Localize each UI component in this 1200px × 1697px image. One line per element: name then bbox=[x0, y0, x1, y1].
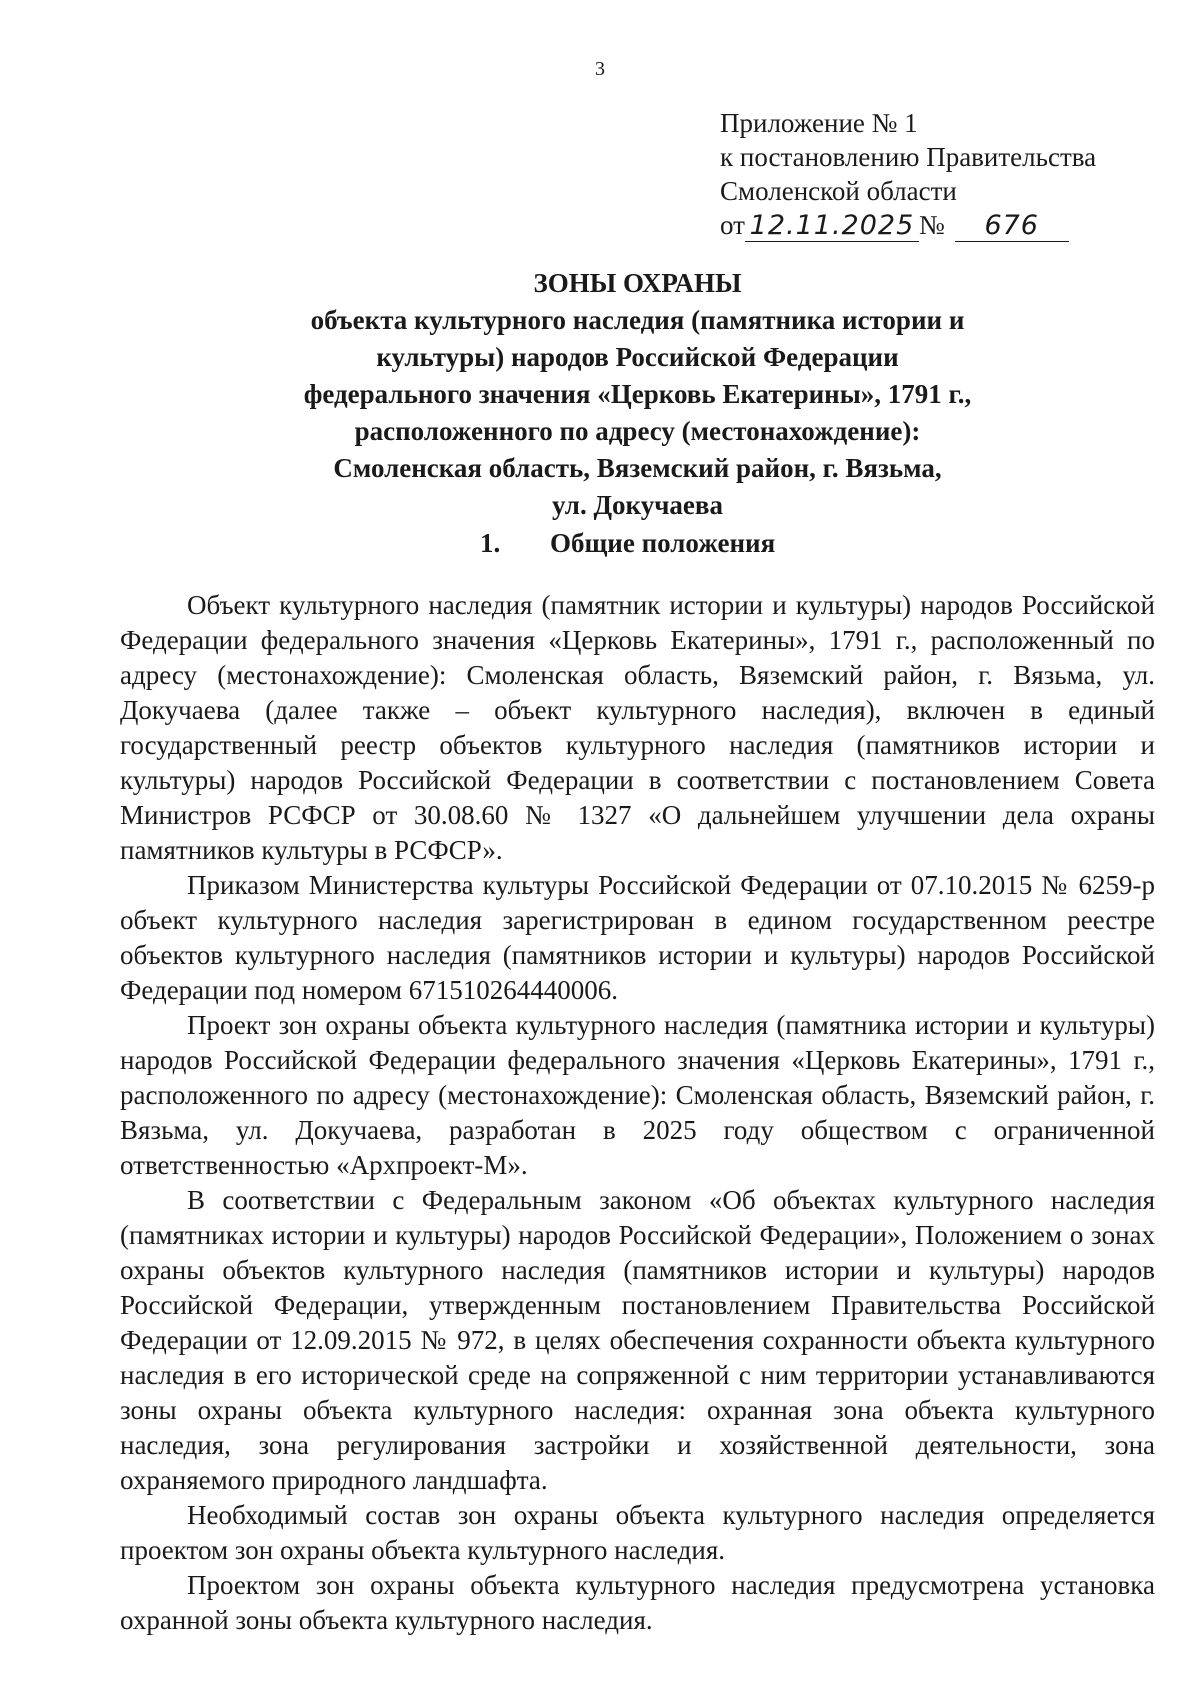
title-line-4: федерального значения «Церковь Екатерины», 1791 г., bbox=[303, 379, 972, 409]
appendix-line-2: к постановлению Правительства bbox=[720, 142, 1097, 172]
paragraph: В соответствии с Федеральным законом «Об объектах культурного наследия (памятниках истории и культуры) народов Российской Федерации», Положением о зонах охраны объектов культурного наследия (памятников истории и культуры) народов Российской Федерации, утвержденным постановлением Правительства Российской Федерации от 12.09.2015 № 972, в целях обеспечения сохранности объекта культурного наследия в его исторической среде на сопряженной с ним территории устанавливаются зоны охраны объекта культурного наследия: охранная зона объекта культурного наследия, зона регулирования застройки и хозяйственной деятельности, зона охраняемого природного ландшафта. bbox=[120, 1185, 1155, 1495]
appendix-line-1: Приложение № 1 bbox=[720, 108, 918, 138]
body-text bbox=[120, 588, 1155, 1638]
title-line-7: ул. Докучаева bbox=[551, 490, 724, 520]
title-line-6: Смоленская область, Вяземский район, г. Вязьма, bbox=[333, 453, 942, 483]
handwritten-date: 12.11.2025 bbox=[745, 211, 919, 242]
appendix-header bbox=[720, 106, 1096, 242]
handwritten-number: 676 bbox=[955, 211, 1069, 242]
paragraph: Приказом Министерства культуры Российской Федерации от 07.10.2015 № 6259-р объект культурного наследия зарегистрирован в едином государственном реестре объектов культурного наследия (памятников истории и культуры) народов Российской Федерации под номером 671510264440006. bbox=[120, 870, 1155, 1005]
number-label: № bbox=[918, 210, 945, 240]
paragraph: Необходимый состав зон охраны объекта культурного наследия определяется проектом зон охраны объекта культурного наследия. bbox=[120, 1500, 1155, 1565]
paragraph: Проект зон охраны объекта культурного наследия (памятника истории и культуры) народов Российской Федерации федерального значения «Церковь Екатерины», 1791 г., расположенного по адресу (местонахождение): Смоленская область, Вяземский район, г. Вязьма, ул. Докучаева, разработан в 2025 году обществом с ограниченной ответственностью «Архпроект-М». bbox=[120, 1010, 1155, 1180]
appendix-line-3: Смоленской области bbox=[720, 176, 957, 206]
document-title bbox=[120, 265, 1155, 524]
title-line-5: расположенного по адресу (местонахождение): bbox=[354, 416, 921, 446]
paragraph: Объект культурного наследия (памятник истории и культуры) народов Российской Федерации федерального значения «Церковь Екатерины», 1791 г., расположенный по адресу (местонахождение): Смоленская область, Вяземский район, г. Вязьма, ул. Докучаева (далее также – объект культурного наследия), включен в единый государственный реестр объектов культурного наследия (памятников истории и культуры) народов Российской Федерации в соответствии с постановлением Совета Министров РСФСР от 30.08.60 № 1327 «О дальнейшем улучшении дела охраны памятников культуры в РСФСР». bbox=[120, 590, 1155, 865]
title-line-3: культуры) народов Российской Федерации bbox=[376, 342, 899, 372]
section-title: Общие положения bbox=[550, 528, 776, 558]
title-line-1: ЗОНЫ ОХРАНЫ bbox=[533, 268, 742, 298]
title-line-2: объекта культурного наследия (памятника истории и bbox=[310, 305, 965, 335]
paragraph: Проектом зон охраны объекта культурного наследия предусмотрена установка охранной зоны объекта культурного наследия. bbox=[120, 1570, 1155, 1635]
page-number: 3 bbox=[595, 58, 605, 80]
section-heading bbox=[480, 528, 775, 559]
section-number: 1. bbox=[480, 528, 501, 558]
appendix-date-number-line bbox=[720, 208, 1096, 242]
from-label: от bbox=[720, 210, 745, 240]
